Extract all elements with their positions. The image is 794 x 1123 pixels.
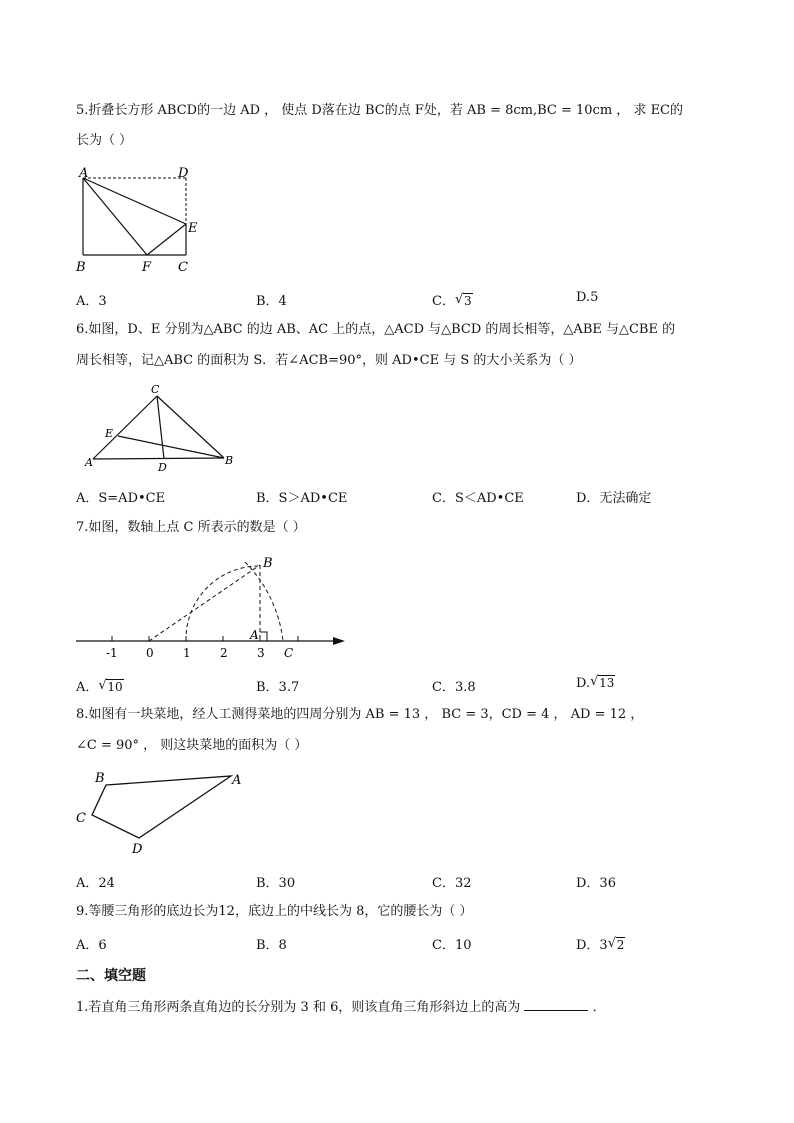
q6-option-c[interactable]: C．S＜AD•CE — [432, 491, 524, 506]
q7-tick-0: 0 — [146, 646, 154, 660]
q7-label-a: A — [250, 628, 259, 642]
q6-option-d[interactable]: D．无法确定 — [576, 491, 652, 506]
q7-option-b[interactable]: B．3.7 — [256, 680, 300, 695]
q5-stem-line2: 长为（ ） — [76, 133, 133, 148]
q8-label-d: D — [132, 842, 143, 857]
q5-label-a: A — [79, 166, 89, 181]
section2-q1 — [76, 996, 606, 1018]
q7-option-d-sqrt: √ 13 — [590, 674, 615, 690]
q5-label-f: F — [142, 260, 152, 275]
q8-label-b: B — [95, 771, 105, 786]
q7-tick-minus1: -1 — [106, 646, 118, 660]
q9-option-d-sqrt: √ 2 — [607, 936, 625, 952]
q8-label-c: C — [76, 811, 86, 826]
q8-stem-line1: 8.如图有一块菜地，经人工测得菜地的四周分别为 AB = 13 ， BC = 3，CD = 4 ， AD = 12 ， — [76, 707, 644, 722]
q8-label-a: A — [232, 773, 242, 788]
q5-option-b[interactable]: B．4 — [256, 294, 287, 309]
section2-heading: 二、填空题 — [76, 968, 146, 984]
q9-option-b[interactable]: B．8 — [256, 938, 287, 953]
q6-label-c: C — [151, 383, 160, 396]
q7-tick-3: 3 — [257, 646, 265, 660]
q7-label-b: B — [263, 556, 273, 571]
q7-tick-1: 1 — [183, 646, 191, 660]
q5-rectangle-figure — [70, 162, 210, 277]
q6-option-a[interactable]: A．S=AD•CE — [76, 491, 166, 506]
q7-option-d[interactable]: D. √ 13 — [576, 674, 615, 691]
q9-option-a[interactable]: A．6 — [76, 938, 107, 953]
q6-stem-line2: 周长相等，记△ABC 的面积为 S．若∠ACB=90°，则 AD•CE 与 S 的大小关系为（ ） — [76, 353, 582, 368]
q8-option-b[interactable]: B．30 — [256, 876, 296, 891]
q6-label-d: D — [158, 461, 167, 474]
q5-label-d: D — [178, 166, 189, 181]
q5-label-c: C — [178, 260, 188, 275]
q5-option-d[interactable]: D.5 — [576, 290, 599, 305]
q8-quadrilateral-figure — [70, 765, 260, 860]
q6-triangle-figure — [80, 382, 240, 477]
q5-option-a[interactable]: A．3 — [76, 294, 107, 309]
q7-option-a-sqrt: √ 10 — [98, 678, 123, 694]
q6-stem-line1: 6.如图，D、E 分别为△ABC 的边 AB、AC 上的点，△ACD 与△BCD 的周长相等，△ABE 与△CBE 的 — [76, 322, 676, 337]
q7-option-a[interactable]: A． √ 10 — [76, 678, 123, 695]
q9-stem: 9.等腰三角形的底边长为12，底边上的中线长为 8，它的腰长为（ ） — [76, 904, 473, 919]
q5-options — [76, 290, 726, 310]
section2-q1-text: 1.若直角三角形两条直角边的长分别为 3 和 6，则该直角三角形斜边上的高为 — [76, 1000, 521, 1015]
q5-option-c-sqrt: √ 3 — [454, 292, 472, 308]
q8-options — [76, 872, 726, 892]
answer-blank[interactable] — [524, 996, 588, 1011]
q9-option-d[interactable]: D．3 √ 2 — [576, 936, 625, 953]
q5-label-b: B — [76, 260, 86, 275]
q8-stem-line2: ∠C = 90° ， 则这块菜地的面积为（ ） — [76, 738, 308, 753]
q6-label-a: A — [85, 456, 93, 469]
q7-number-line-figure — [70, 548, 360, 666]
q6-label-b: B — [225, 454, 234, 467]
q6-option-b[interactable]: B．S＞AD•CE — [256, 491, 348, 506]
q8-option-a[interactable]: A．24 — [76, 876, 115, 891]
q7-tick-2: 2 — [220, 646, 228, 660]
q7-label-c: C — [284, 646, 294, 660]
q5-option-c[interactable]: C． √ 3 — [432, 292, 472, 309]
q8-option-c[interactable]: C．32 — [432, 876, 472, 891]
q6-label-e: E — [105, 427, 114, 440]
q5-label-e: E — [188, 221, 198, 236]
section2-q1-end: ． — [592, 1000, 606, 1015]
q6-options — [76, 487, 726, 507]
q7-option-c[interactable]: C．3.8 — [432, 680, 476, 695]
q5-stem-line1: 5.折叠长方形 ABCD的一边 AD ， 使点 D落在边 BC的点 F处，若 AB = 8cm,BC = 10cm ， 求 EC的 — [76, 103, 684, 118]
q8-option-d[interactable]: D．36 — [576, 876, 616, 891]
q7-stem: 7.如图，数轴上点 C 所表示的数是（ ） — [76, 520, 306, 535]
q9-option-c[interactable]: C．10 — [432, 938, 472, 953]
q7-options — [76, 676, 726, 696]
q9-options — [76, 934, 726, 954]
